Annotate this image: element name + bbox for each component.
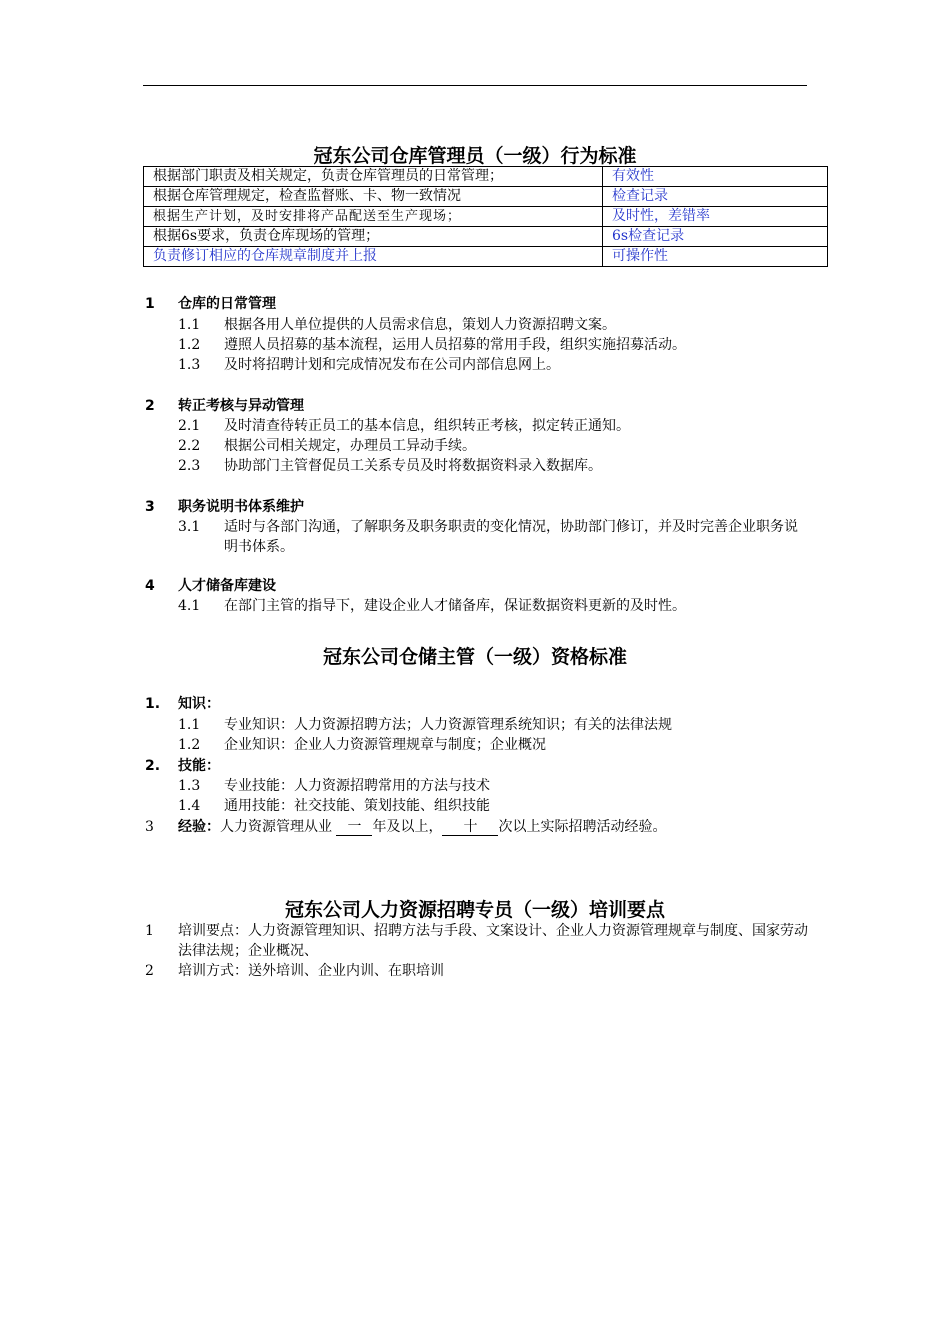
- item-text: 专业知识：人力资源招聘方法；人力资源管理系统知识；有关的法律法规: [224, 717, 672, 733]
- standard-cell: 及时性，差错率: [603, 207, 828, 227]
- item-text: 根据各用人单位提供的人员需求信息，策划人力资源招聘文案。: [224, 317, 616, 333]
- item-number: 1: [145, 923, 154, 939]
- standard-cell: 检查记录: [603, 187, 828, 207]
- item-number: 2.2: [178, 438, 201, 454]
- list-item: [178, 335, 686, 355]
- experience-times-blank: 十: [442, 819, 498, 836]
- table-row: [144, 187, 828, 207]
- item-number: 3: [145, 819, 154, 835]
- section-title: 知识：: [178, 696, 220, 712]
- duty-cell: 根据6s要求，负责仓库现场的管理；: [144, 227, 603, 247]
- section-heading: [145, 497, 304, 517]
- qualification-heading: [145, 694, 220, 714]
- duty-cell: 根据部门职责及相关规定，负责仓库管理员的日常管理；: [144, 167, 603, 187]
- item-number: 1.2: [178, 737, 201, 753]
- section-title: 转正考核与异动管理: [178, 398, 304, 414]
- item-text: 及时将招聘计划和完成情况发布在公司内部信息网上。: [224, 357, 560, 373]
- item-number: 1.3: [178, 778, 201, 794]
- item-text: 根据公司相关规定，办理员工异动手续。: [224, 438, 476, 454]
- list-item: [178, 517, 807, 557]
- title-behavior-standard: 冠东公司仓库管理员（一级）行为标准: [313, 145, 637, 167]
- item-text: 在部门主管的指导下，建设企业人才储备库，保证数据资料更新的及时性。: [224, 598, 686, 614]
- title-training-points: 冠东公司人力资源招聘专员（一级）培训要点: [284, 899, 665, 921]
- item-number: 1.2: [178, 337, 201, 353]
- duty-cell: 根据仓库管理规定，检查监督账、卡、物一致情况: [144, 187, 603, 207]
- standard-cell: 有效性: [603, 167, 828, 187]
- section-number: 1: [145, 296, 155, 312]
- experience-text-mid: 年及以上，: [372, 819, 443, 835]
- experience-line: [145, 817, 666, 837]
- list-item: [178, 715, 672, 735]
- list-item: [178, 355, 560, 375]
- item-number: 2.3: [178, 458, 201, 474]
- item-text: 协助部门主管督促员工关系专员及时将数据资料录入数据库。: [224, 458, 602, 474]
- section-number: 3: [145, 499, 155, 515]
- item-number: 2.1: [178, 418, 201, 434]
- experience-text-pre: 人力资源管理从业: [220, 819, 332, 835]
- list-item: [178, 456, 602, 476]
- list-item: [178, 596, 686, 616]
- experience-text-post: 次以上实际招聘活动经验。: [498, 819, 667, 835]
- table-row: [144, 167, 828, 187]
- item-number: 1.4: [178, 798, 201, 814]
- section-heading: [145, 294, 276, 314]
- list-item: [145, 921, 808, 961]
- section-title: 仓库的日常管理: [178, 296, 276, 312]
- list-item: [178, 735, 546, 755]
- qualification-heading: [145, 756, 220, 776]
- item-text: 适时与各部门沟通，了解职务及职务职责的变化情况，协助部门修订，并及时完善企业职务说明书体系。: [224, 519, 798, 555]
- standard-cell: 可操作性: [603, 247, 828, 267]
- section-title: 技能：: [178, 758, 220, 774]
- item-text: 企业知识：企业人力资源管理规章与制度；企业概况: [224, 737, 546, 753]
- item-number: 4.1: [178, 598, 201, 614]
- item-text: 及时清查待转正员工的基本信息，组织转正考核，拟定转正通知。: [224, 418, 630, 434]
- title-qualification-standard: 冠东公司仓储主管（一级）资格标准: [322, 646, 627, 668]
- table-row: [144, 207, 828, 227]
- standard-cell: 6s检查记录: [603, 227, 828, 247]
- item-text: 通用技能：社交技能、策划技能、组织技能: [224, 798, 490, 814]
- section-title: 职务说明书体系维护: [178, 499, 304, 515]
- list-item: [178, 776, 490, 796]
- behavior-standard-table: [143, 166, 828, 267]
- item-text: 遵照人员招募的基本流程，运用人员招募的常用手段，组织实施招募活动。: [224, 337, 686, 353]
- list-item: [178, 315, 616, 335]
- section-number: 4: [145, 578, 155, 594]
- section-title: 人才储备库建设: [178, 578, 276, 594]
- header-rule: [143, 85, 807, 86]
- duty-cell: 负责修订相应的仓库规章制度并上报: [144, 247, 603, 267]
- item-text: 专业技能：人力资源招聘常用的方法与技术: [224, 778, 490, 794]
- section-number: 2.: [145, 758, 161, 774]
- item-number: 1.1: [178, 317, 201, 333]
- list-item: [178, 436, 476, 456]
- item-number: 1.1: [178, 717, 201, 733]
- item-number: 1.3: [178, 357, 201, 373]
- section-number: 2: [145, 398, 155, 414]
- section-heading: [145, 576, 276, 596]
- list-item: [178, 796, 490, 816]
- experience-label: 经验：: [178, 819, 220, 835]
- item-text: 培训方式：送外培训、企业内训、在职培训: [178, 963, 444, 979]
- experience-years-blank: 一: [336, 819, 372, 836]
- table-row: [144, 227, 828, 247]
- list-item: [145, 961, 808, 981]
- item-number: 3.1: [178, 519, 201, 535]
- list-item: [178, 416, 630, 436]
- item-text: 培训要点：人力资源管理知识、招聘方法与手段、文案设计、企业人力资源管理规章与制度、国家劳动法律法规；企业概况、: [178, 923, 808, 959]
- section-number: 1.: [145, 696, 161, 712]
- duty-cell: 根据生产计划，及时安排将产品配送至生产现场；: [144, 207, 603, 227]
- item-number: 2: [145, 963, 154, 979]
- table-row: [144, 247, 828, 267]
- section-heading: [145, 396, 304, 416]
